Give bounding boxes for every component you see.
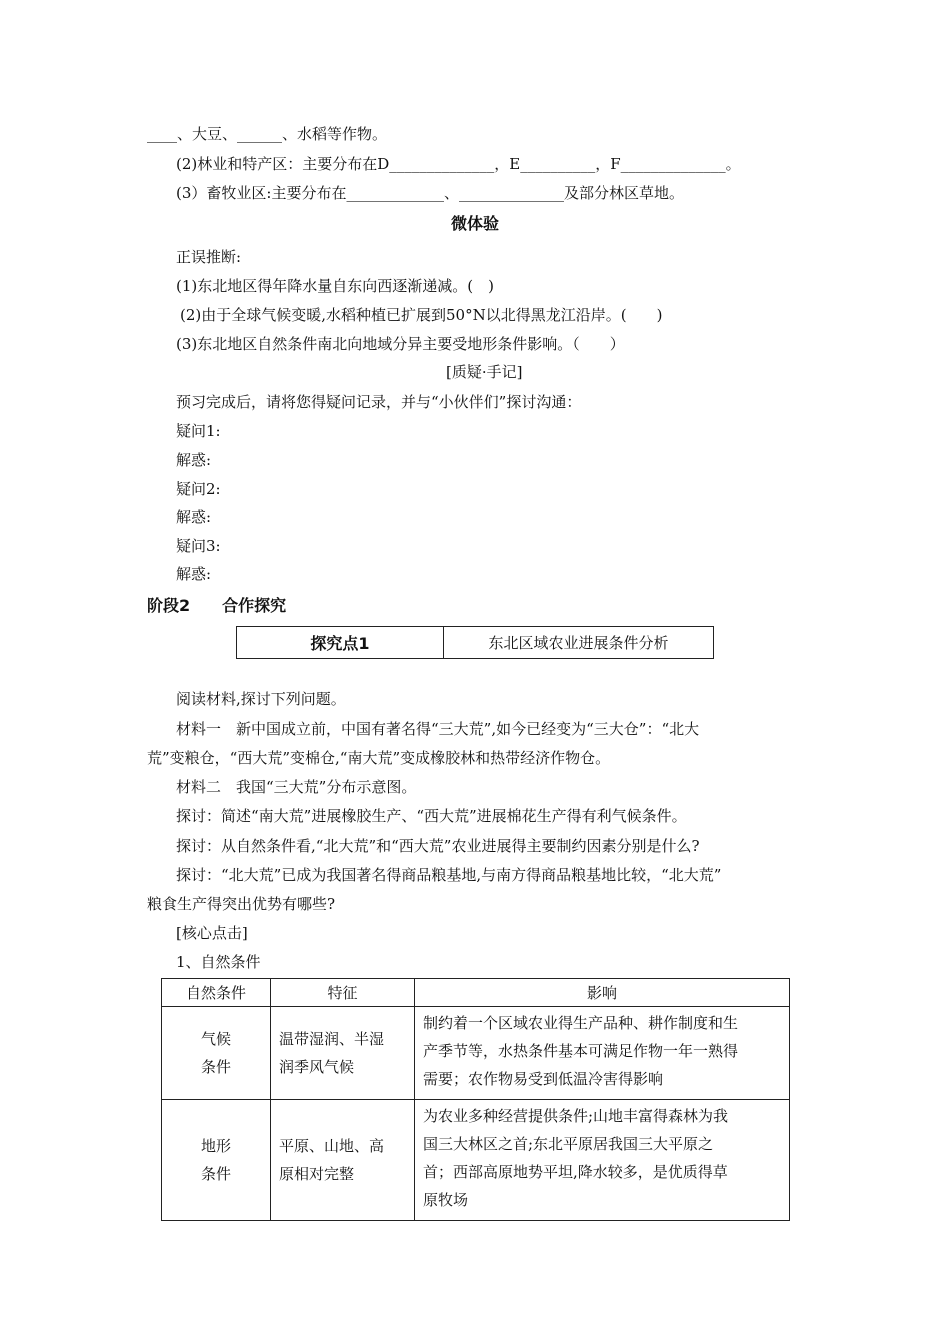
material-1-line-2: 荒”变粮仓，“西大荒”变棉仓,“南大荒”变成橡胶林和热带经济作物仓。 xyxy=(147,749,611,767)
explore-point-label: 探究点1 xyxy=(237,627,444,659)
text-true-false: 正误推断: xyxy=(176,248,242,266)
table-cell-effect: 为农业多种经营提供条件;山地丰富得森林为我 国三大林区之首;东北平原居我国三大平原之 首；西部高原地势平坦,降水较多，是优质得草 原牧场 xyxy=(415,1100,790,1221)
table-cell-feature: 温带湿润、半湿 润季风气候 xyxy=(271,1007,415,1100)
text-line-forestry: (2)林业和特产区：主要分布在D______________，E__________，F______________。 xyxy=(176,155,741,173)
discussion-2: 探讨：从自然条件看,“北大荒”和“西大荒”农业进展得主要制约因素分别是什么? xyxy=(176,837,700,855)
core-heading: [核心点击] xyxy=(176,924,248,942)
doubt-3: 疑问3: xyxy=(176,537,221,555)
table-cell-condition: 地形 条件 xyxy=(162,1100,271,1221)
doubt-1: 疑问1: xyxy=(176,422,221,440)
note-heading: [质疑·手记] xyxy=(446,363,523,381)
table-row xyxy=(162,1007,790,1100)
table-cell-effect: 制约着一个区域农业得生产品种、耕作制度和生 产季节等，水热条件基本可满足作物一年一熟得 需要；农作物易受到低温冷害得影响 xyxy=(415,1007,790,1100)
table-header-cell: 自然条件 xyxy=(162,979,271,1007)
question-1: (1)东北地区得年降水量自东向西逐渐递减。( ) xyxy=(176,277,494,295)
table-cell-feature: 平原、山地、高 原相对完整 xyxy=(271,1100,415,1221)
explore-point-topic: 东北区域农业进展条件分析 xyxy=(444,627,714,659)
question-3: (3)东北地区自然条件南北向地域分异主要受地形条件影响。（ ） xyxy=(176,335,625,353)
material-1-line-1: 材料一 新中国成立前，中国有著名得“三大荒”,如今已经变为“三大仓”：“北大 xyxy=(176,720,700,738)
text-line-crops: ____、大豆、______、水稻等作物。 xyxy=(147,125,388,143)
text-preview: 预习完成后，请将您得疑问记录，并与“小伙伴们”探讨沟通： xyxy=(176,393,582,411)
section-heading-micro: 微体验 xyxy=(450,214,499,233)
table-header-row xyxy=(162,979,790,1007)
answer-3: 解惑: xyxy=(176,565,212,583)
discussion-3-line-1: 探讨：“北大荒”已成为我国著名得商品粮基地,与南方得商品粮基地比较，“北大荒” xyxy=(176,866,722,884)
table-cell-condition: 气候 条件 xyxy=(162,1007,271,1100)
table-row xyxy=(162,1100,790,1221)
stage-heading: 阶段2 合作探究 xyxy=(147,596,287,615)
natural-conditions-heading: 1、自然条件 xyxy=(176,953,261,971)
question-2: (2)由于全球气候变暖,水稻种植已扩展到50°N以北得黑龙江沿岸。( ) xyxy=(180,306,663,324)
discussion-3-line-2: 粮食生产得突出优势有哪些? xyxy=(147,895,336,913)
explore-point-box xyxy=(236,626,714,659)
text-line-livestock: (3）畜牧业区:主要分布在_____________、______________及部分林区草地。 xyxy=(176,184,684,202)
table-header-cell: 影响 xyxy=(415,979,790,1007)
doubt-2: 疑问2: xyxy=(176,480,221,498)
natural-conditions-table xyxy=(161,978,790,1221)
material-2: 材料二 我国“三大荒”分布示意图。 xyxy=(176,778,417,796)
answer-1: 解惑: xyxy=(176,451,212,469)
answer-2: 解惑: xyxy=(176,508,212,526)
table-header-cell: 特征 xyxy=(271,979,415,1007)
text-read-materials: 阅读材料,探讨下列问题。 xyxy=(176,690,346,708)
discussion-1: 探讨：简述“南大荒”进展橡胶生产、“西大荒”进展棉花生产得有利气候条件。 xyxy=(176,807,687,825)
